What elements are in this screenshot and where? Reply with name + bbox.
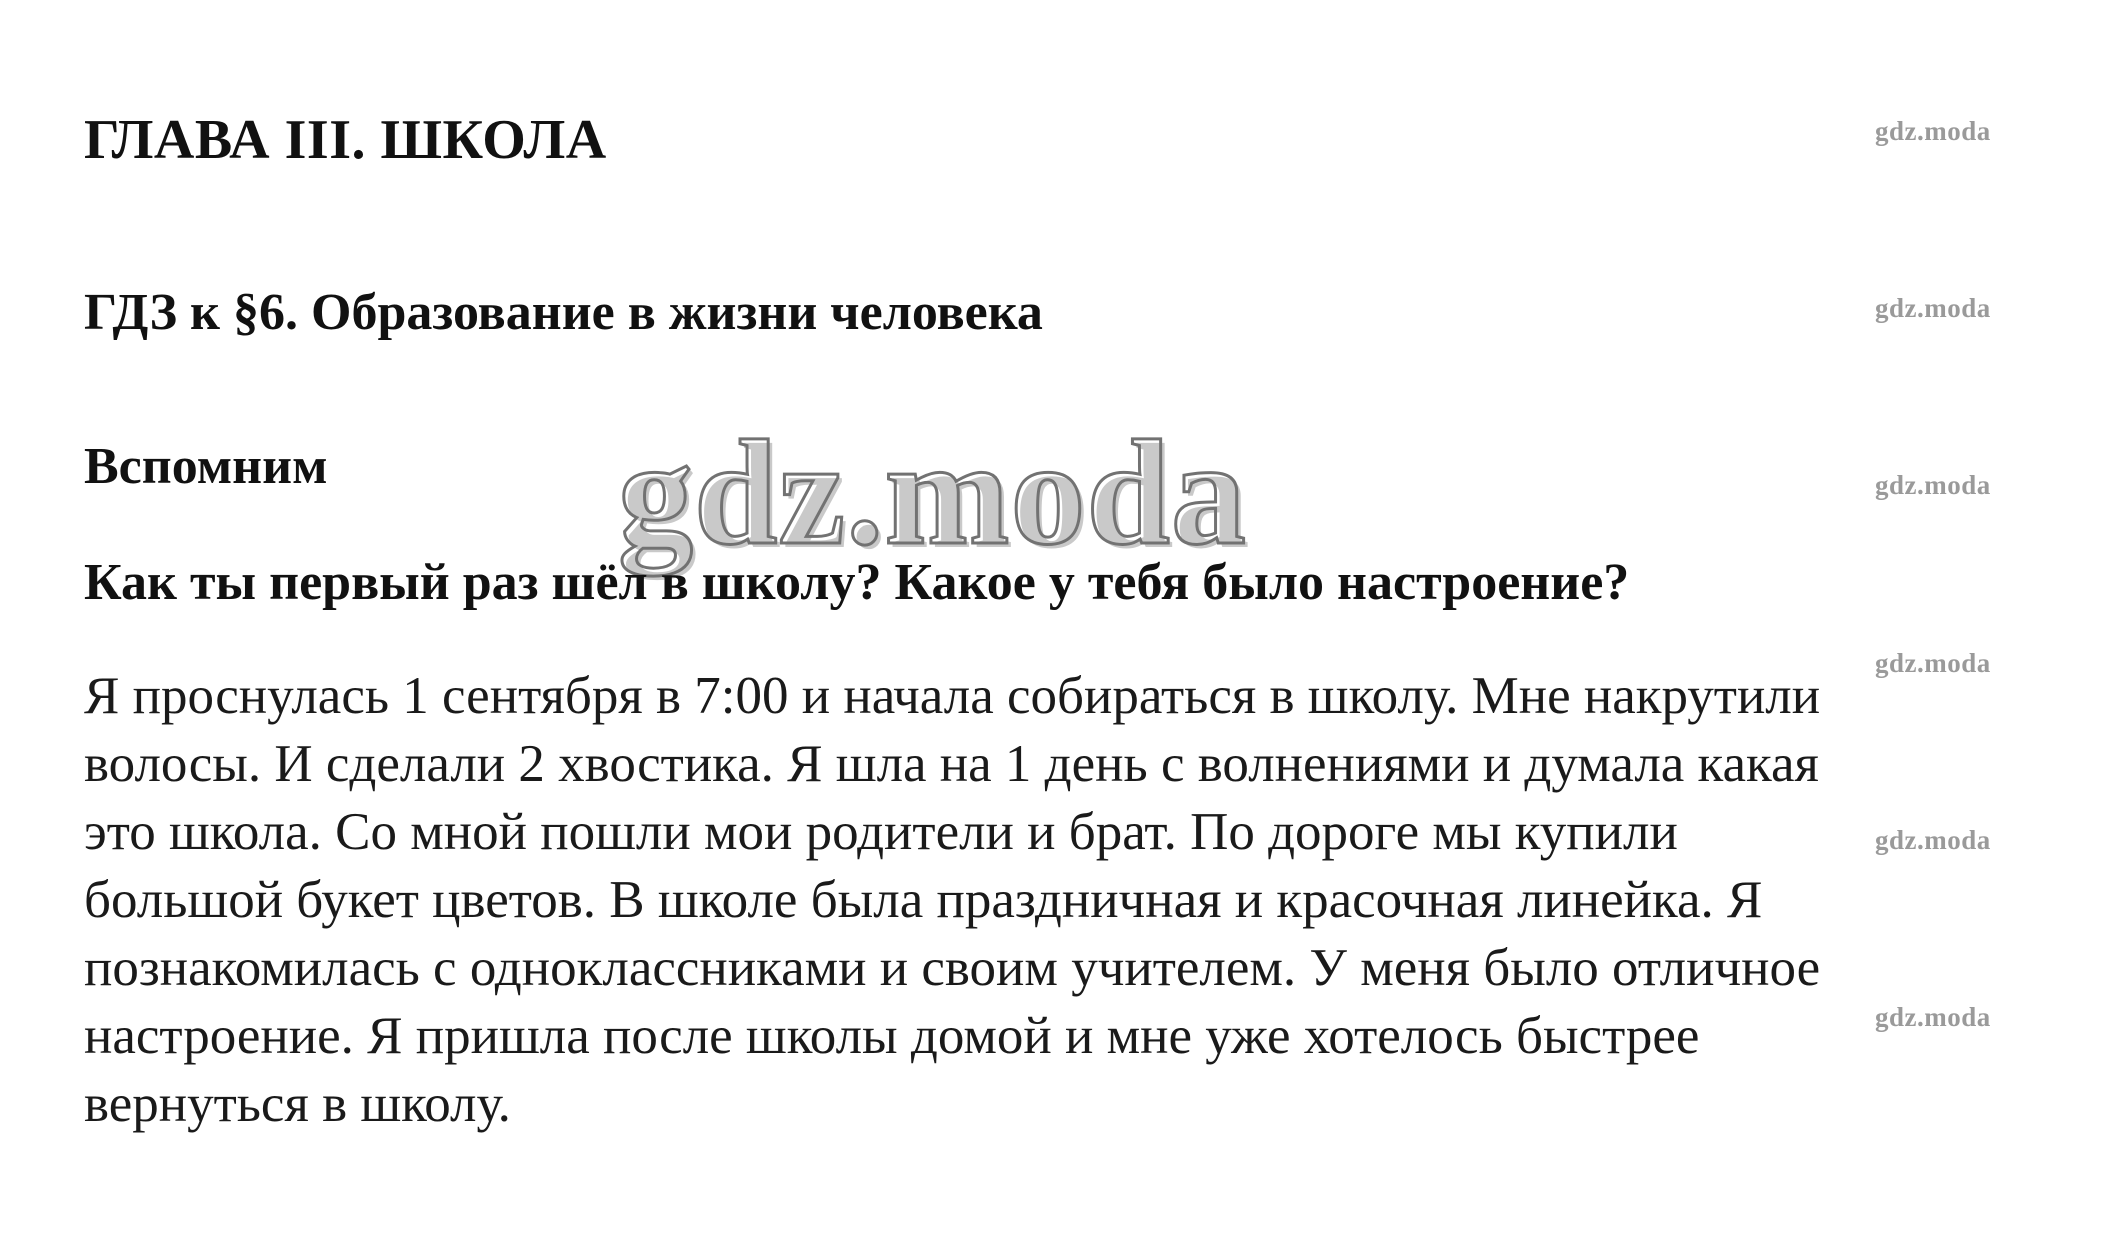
watermark-small: gdz.moda	[1875, 293, 1991, 323]
answer-line: Я проснулась 1 сентября в 7:00 и начала собираться в школу. Мне накрутили	[84, 667, 1821, 725]
chapter-title: ГЛАВА III. ШКОЛА	[84, 109, 607, 171]
answer-line: вернуться в школу.	[84, 1075, 511, 1133]
answer-line: познакомилась с одноклассниками и своим учителем. У меня было отличное	[84, 939, 1821, 997]
watermark-logo: gdz.moda	[618, 410, 1247, 576]
answer-line: настроение. Я пришла после школы домой и мне уже хотелось быстрее	[84, 1007, 1700, 1065]
watermark-small: gdz.moda	[1875, 825, 1991, 855]
watermark-small: gdz.moda	[1875, 470, 1991, 500]
answer-line: это школа. Со мной пошли мои родители и брат. По дороге мы купили	[84, 803, 1678, 861]
section-title: ГДЗ к §6. Образование в жизни человека	[84, 284, 1043, 341]
question-text: Как ты первый раз шёл в школу? Какое у тебя было настроение?	[84, 554, 1630, 611]
watermark-small: gdz.moda	[1875, 648, 1991, 678]
answer-paragraph	[84, 662, 2074, 1138]
watermark-small: gdz.moda	[1875, 1002, 1991, 1032]
subsection-title: Вспомним	[84, 438, 328, 495]
watermark-small: gdz.moda	[1875, 116, 1991, 146]
answer-line: большой букет цветов. В школе была праздничная и красочная линейка. Я	[84, 871, 1763, 929]
answer-line: волосы. И сделали 2 хвостика. Я шла на 1 день с волнениями и думала какая	[84, 735, 1819, 793]
